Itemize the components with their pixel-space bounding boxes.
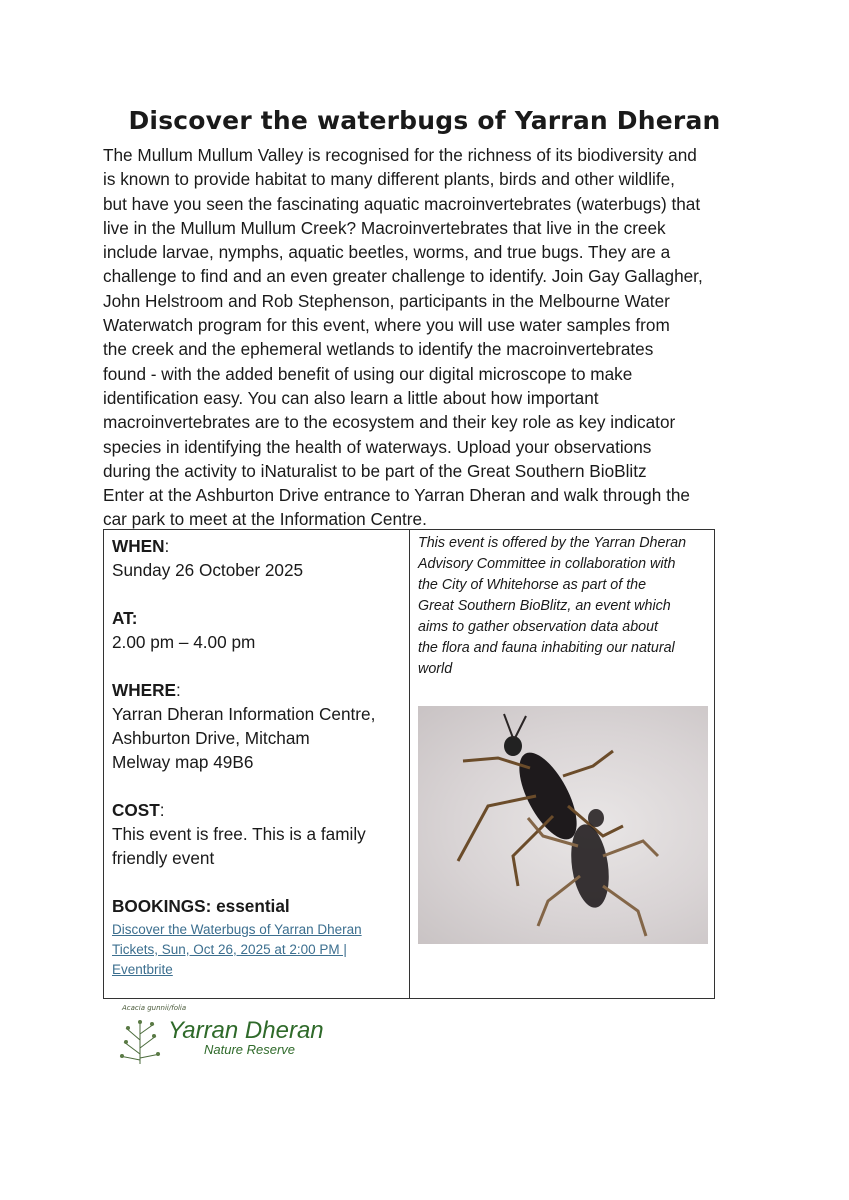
cost-block: COST: This event is free. This is a family friendly event — [112, 798, 409, 870]
intro-line: Waterwatch program for this event, where you will use water samples from — [103, 315, 670, 336]
cost-label: COST — [112, 800, 160, 820]
yarran-dheran-logo — [110, 1004, 350, 1066]
intro-line: identification easy. You can also learn a little about how important — [103, 387, 599, 408]
when-value: Sunday 26 October 2025 — [112, 560, 304, 580]
at-block — [112, 606, 409, 654]
intro-line: during the activity to iNaturalist to be part of the Great Southern BioBlitz — [103, 460, 647, 481]
where-line: Melway map 49B6 — [112, 752, 254, 772]
waterbug-photo — [418, 706, 708, 944]
logo-subtitle: Nature Reserve — [204, 1042, 296, 1057]
intro-line: challenge to find and an even greater challenge to identify. Join Gay Gallagher, — [103, 266, 703, 287]
intro-line: species in identifying the health of waterways. Upload your observations — [103, 436, 652, 457]
when-block: WHEN: Sunday 26 October 2025 — [112, 534, 409, 582]
acacia-plant-icon — [114, 1014, 166, 1066]
cost-line: This event is free. This is a family — [112, 824, 366, 844]
event-details-table — [103, 529, 715, 999]
bookings-block — [112, 894, 409, 980]
intro-line: live in the Mullum Mullum Creek? Macroinvertebrates that live in the creek — [103, 217, 666, 238]
intro-line: The Mullum Mullum Valley is recognised for the richness of its biodiversity and — [103, 145, 697, 165]
intro-line: is known to provide habitat to many different plants, birds and other wildlife, — [103, 169, 675, 190]
cost-line: friendly event — [112, 848, 215, 868]
at-value: 2.00 pm – 4.00 pm — [112, 632, 256, 652]
bookings-label: BOOKINGS: essential — [112, 896, 290, 916]
intro-line: found - with the added benefit of using our digital microscope to make — [103, 363, 633, 384]
event-details-column — [104, 530, 410, 998]
eventbrite-booking-link[interactable]: Discover the Waterbugs of Yarran Dheran Tickets, Sun, Oct 26, 2025 at 2:00 PM | Eventbrite — [112, 922, 362, 977]
event-info-column — [410, 530, 714, 998]
intro-line: car park to meet at the Information Centre. — [103, 509, 427, 530]
when-label: WHEN — [112, 536, 165, 556]
page-title: Discover the waterbugs of Yarran Dheran — [128, 106, 721, 135]
intro-line: the creek and the ephemeral wetlands to identify the macroinvertebrates — [103, 339, 654, 360]
intro-paragraph — [103, 143, 751, 532]
intro-line: Enter at the Ashburton Drive entrance to Yarran Dheran and walk through the — [103, 485, 690, 506]
intro-line: John Helstroom and Rob Stephenson, participants in the Melbourne Water — [103, 290, 670, 311]
event-note: This event is offered by the Yarran Dheran Advisory Committee in collaboration with the City of Whitehorse as part of the Great Southern BioBlitz, an event which aims to gather observation data about the flora and fauna inhabiting our natural world — [418, 535, 687, 677]
logo-scientific-name: Acacia gunnii/folia — [122, 1004, 187, 1012]
intro-line: macroinvertebrates are to the ecosystem and their key role as key indicator — [103, 412, 676, 433]
intro-line: include larvae, nymphs, aquatic beetles, worms, and true bugs. They are a — [103, 242, 671, 263]
where-block: WHERE: Yarran Dheran Information Centre, Ashburton Drive, Mitcham Melway map 49B6 — [112, 678, 409, 774]
where-line: Ashburton Drive, Mitcham — [112, 728, 310, 748]
waterbug-illustration — [418, 706, 708, 944]
at-label: AT: — [112, 608, 138, 628]
where-line: Yarran Dheran Information Centre, — [112, 704, 376, 724]
where-label: WHERE — [112, 680, 176, 700]
intro-line: but have you seen the fascinating aquatic macroinvertebrates (waterbugs) that — [103, 193, 701, 214]
logo-name: Yarran Dheran — [168, 1017, 324, 1044]
